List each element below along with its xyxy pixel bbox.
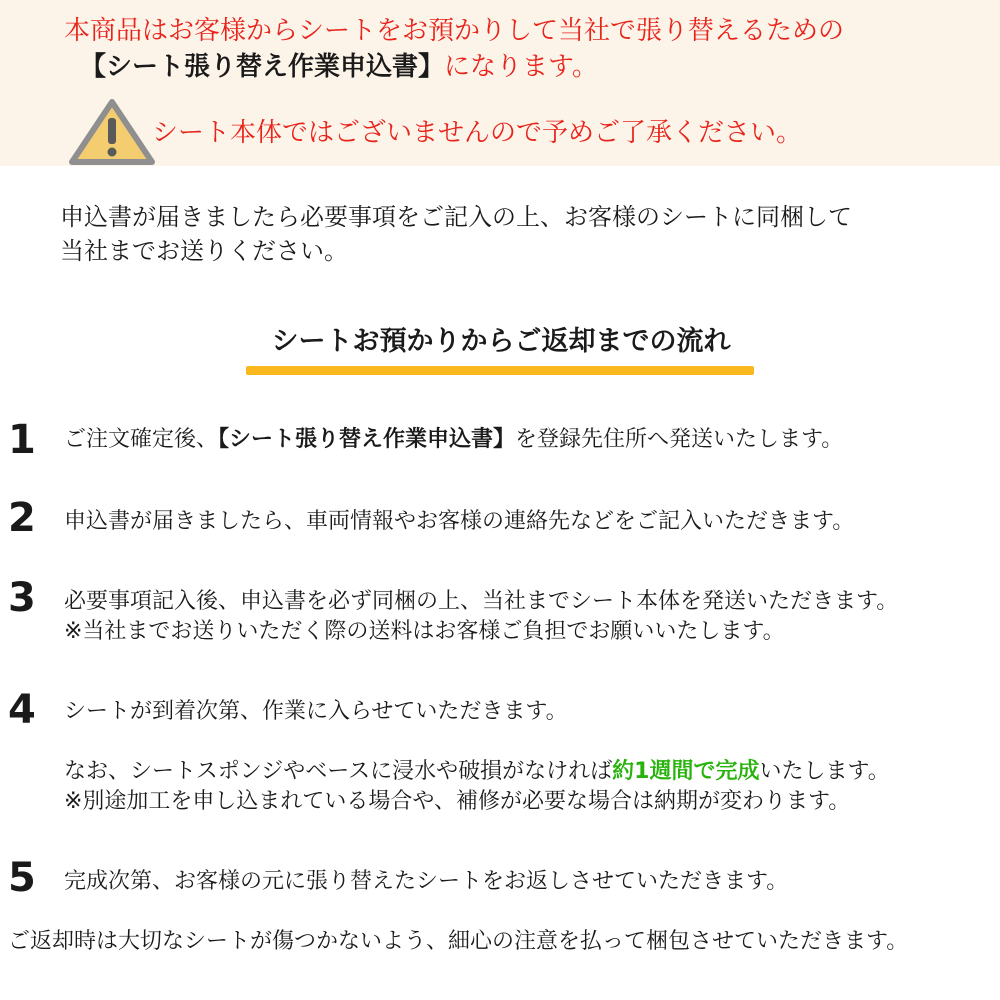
step-4-extra [64,756,890,788]
notice-line-3: シート本体ではございませんので予めご了承ください。 [152,118,803,148]
closing-note: ご返却時は大切なシートが傷つかないよう、細心の注意を払って梱包させていただきます。 [8,929,909,954]
flow-section-title: シートお預かりからご返却までの流れ [271,326,731,357]
step-2-text: 申込書が届きましたら、車両情報やお客様の連絡先などをご記入いただきます。 [64,509,855,534]
step-5-number: 5 [8,855,36,901]
notice-banner [0,0,1000,166]
step-1-form-name: 【シート張り替え作業申込書】 [218,427,516,452]
step-3-text: 必要事項記入後、申込書を必ず同梱の上、当社までシート本体を発送いただきます。 [64,589,899,614]
title-underline [246,366,754,375]
notice-line-2 [80,50,598,84]
step-1-text-post: を登録先住所へ発送いたします。 [515,427,844,452]
form-name: 【シート張り替え作業申込書】 [80,52,445,82]
step-4-text: シートが到着次第、作業に入らせていただきます。 [64,699,568,724]
intro-paragraph [60,200,852,268]
step-3-number: 3 [8,575,36,621]
step-2-number: 2 [8,495,36,541]
step-4-number: 4 [8,687,36,733]
step-1-number: 1 [8,417,36,463]
intro-line-1: 申込書が届きましたら必要事項をご記入の上、お客様のシートに同梱して [60,203,852,231]
step-4-extra-pre: なお、シートスポンジやベースに浸水や破損がなければ [64,759,613,784]
intro-line-2: 当社までお送りください。 [60,237,348,265]
step-4-extra-post: いたします。 [759,759,890,784]
completion-time-highlight: 約1週間で完成 [612,759,760,784]
warning-triangle-icon [66,96,158,168]
notice-line-1: 本商品はお客様からシートをお預かりして当社で張り替えるための [64,16,845,46]
step-4-note: ※別途加工を申し込まれている場合や、補修が必要な場合は納期が変わります。 [64,789,851,814]
step-1-text [64,424,843,456]
step-3-note: ※当社までお送りいただく際の送料はお客様ご負担でお願いいたします。 [64,619,785,644]
step-1-text-pre: ご注文確定後、 [64,427,219,452]
notice-line-2-rest: になります。 [444,52,598,82]
step-5-text: 完成次第、お客様の元に張り替えたシートをお返しさせていただきます。 [64,869,789,894]
